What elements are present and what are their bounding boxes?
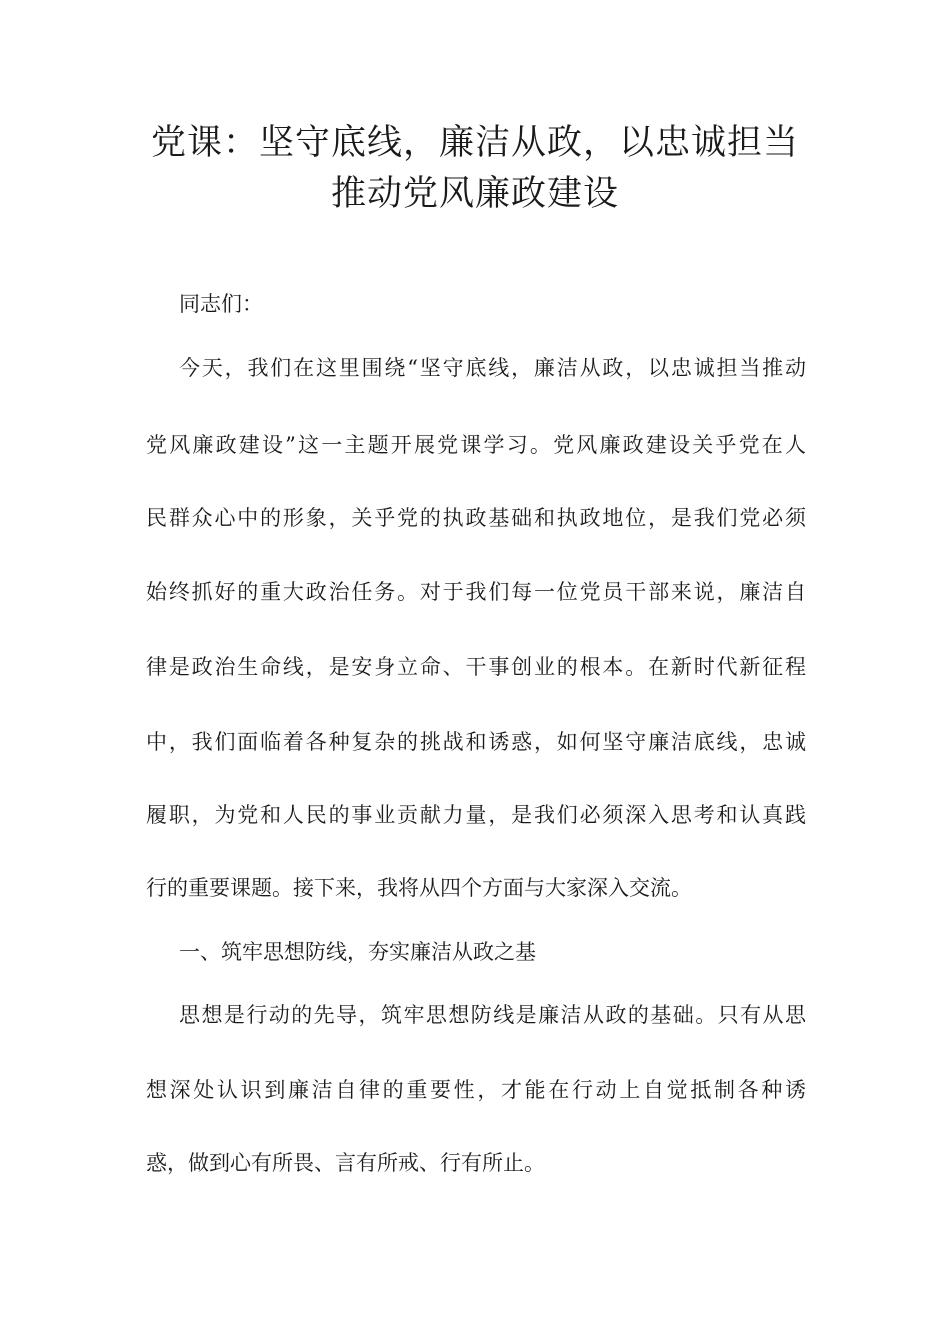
salutation: 同志们： [179, 292, 263, 316]
document-title-line-2: 推动党风廉政建设 [330, 174, 619, 214]
paragraph-1-line: 中，我们面临着各种复杂的挑战和诱惑，如何坚守廉洁底线，忠诚 [146, 730, 806, 754]
paragraph-1-line: 律是政治生命线，是安身立命、干事创业的根本。在新时代新征程 [146, 655, 806, 679]
paragraph-2-line: 想深处认识到廉洁自律的重要性，才能在行动上自觉抵制各种诱 [146, 1078, 806, 1102]
paragraph-1-line: 民群众心中的形象，关乎党的执政基础和执政地位，是我们党必须 [146, 506, 806, 530]
document-title-line-1: 党课：坚守底线，廉洁从政，以忠诚担当 [150, 123, 799, 163]
paragraph-2-line: 惑，做到心有所畏、言有所戒、行有所止。 [146, 1151, 545, 1175]
section-1-heading: 一、筑牢思想防线，夯实廉洁从政之基 [179, 940, 536, 964]
paragraph-1-line: 行的重要课题。接下来，我将从四个方面与大家深入交流。 [146, 876, 692, 900]
paragraph-1-line: 始终抓好的重大政治任务。对于我们每一位党员干部来说，廉洁自 [146, 580, 806, 604]
paragraph-1-line: 履职，为党和人民的事业贡献力量，是我们必须深入思考和认真践 [146, 803, 806, 827]
paragraph-1-line: 党风廉政建设”这一主题开展党课学习。党风廉政建设关乎党在人 [146, 433, 806, 457]
paragraph-1-line: 今天，我们在这里围绕“坚守底线，廉洁从政，以忠诚担当推动 [179, 356, 806, 380]
paragraph-2-line: 思想是行动的先导，筑牢思想防线是廉洁从政的基础。只有从思 [179, 1003, 806, 1027]
